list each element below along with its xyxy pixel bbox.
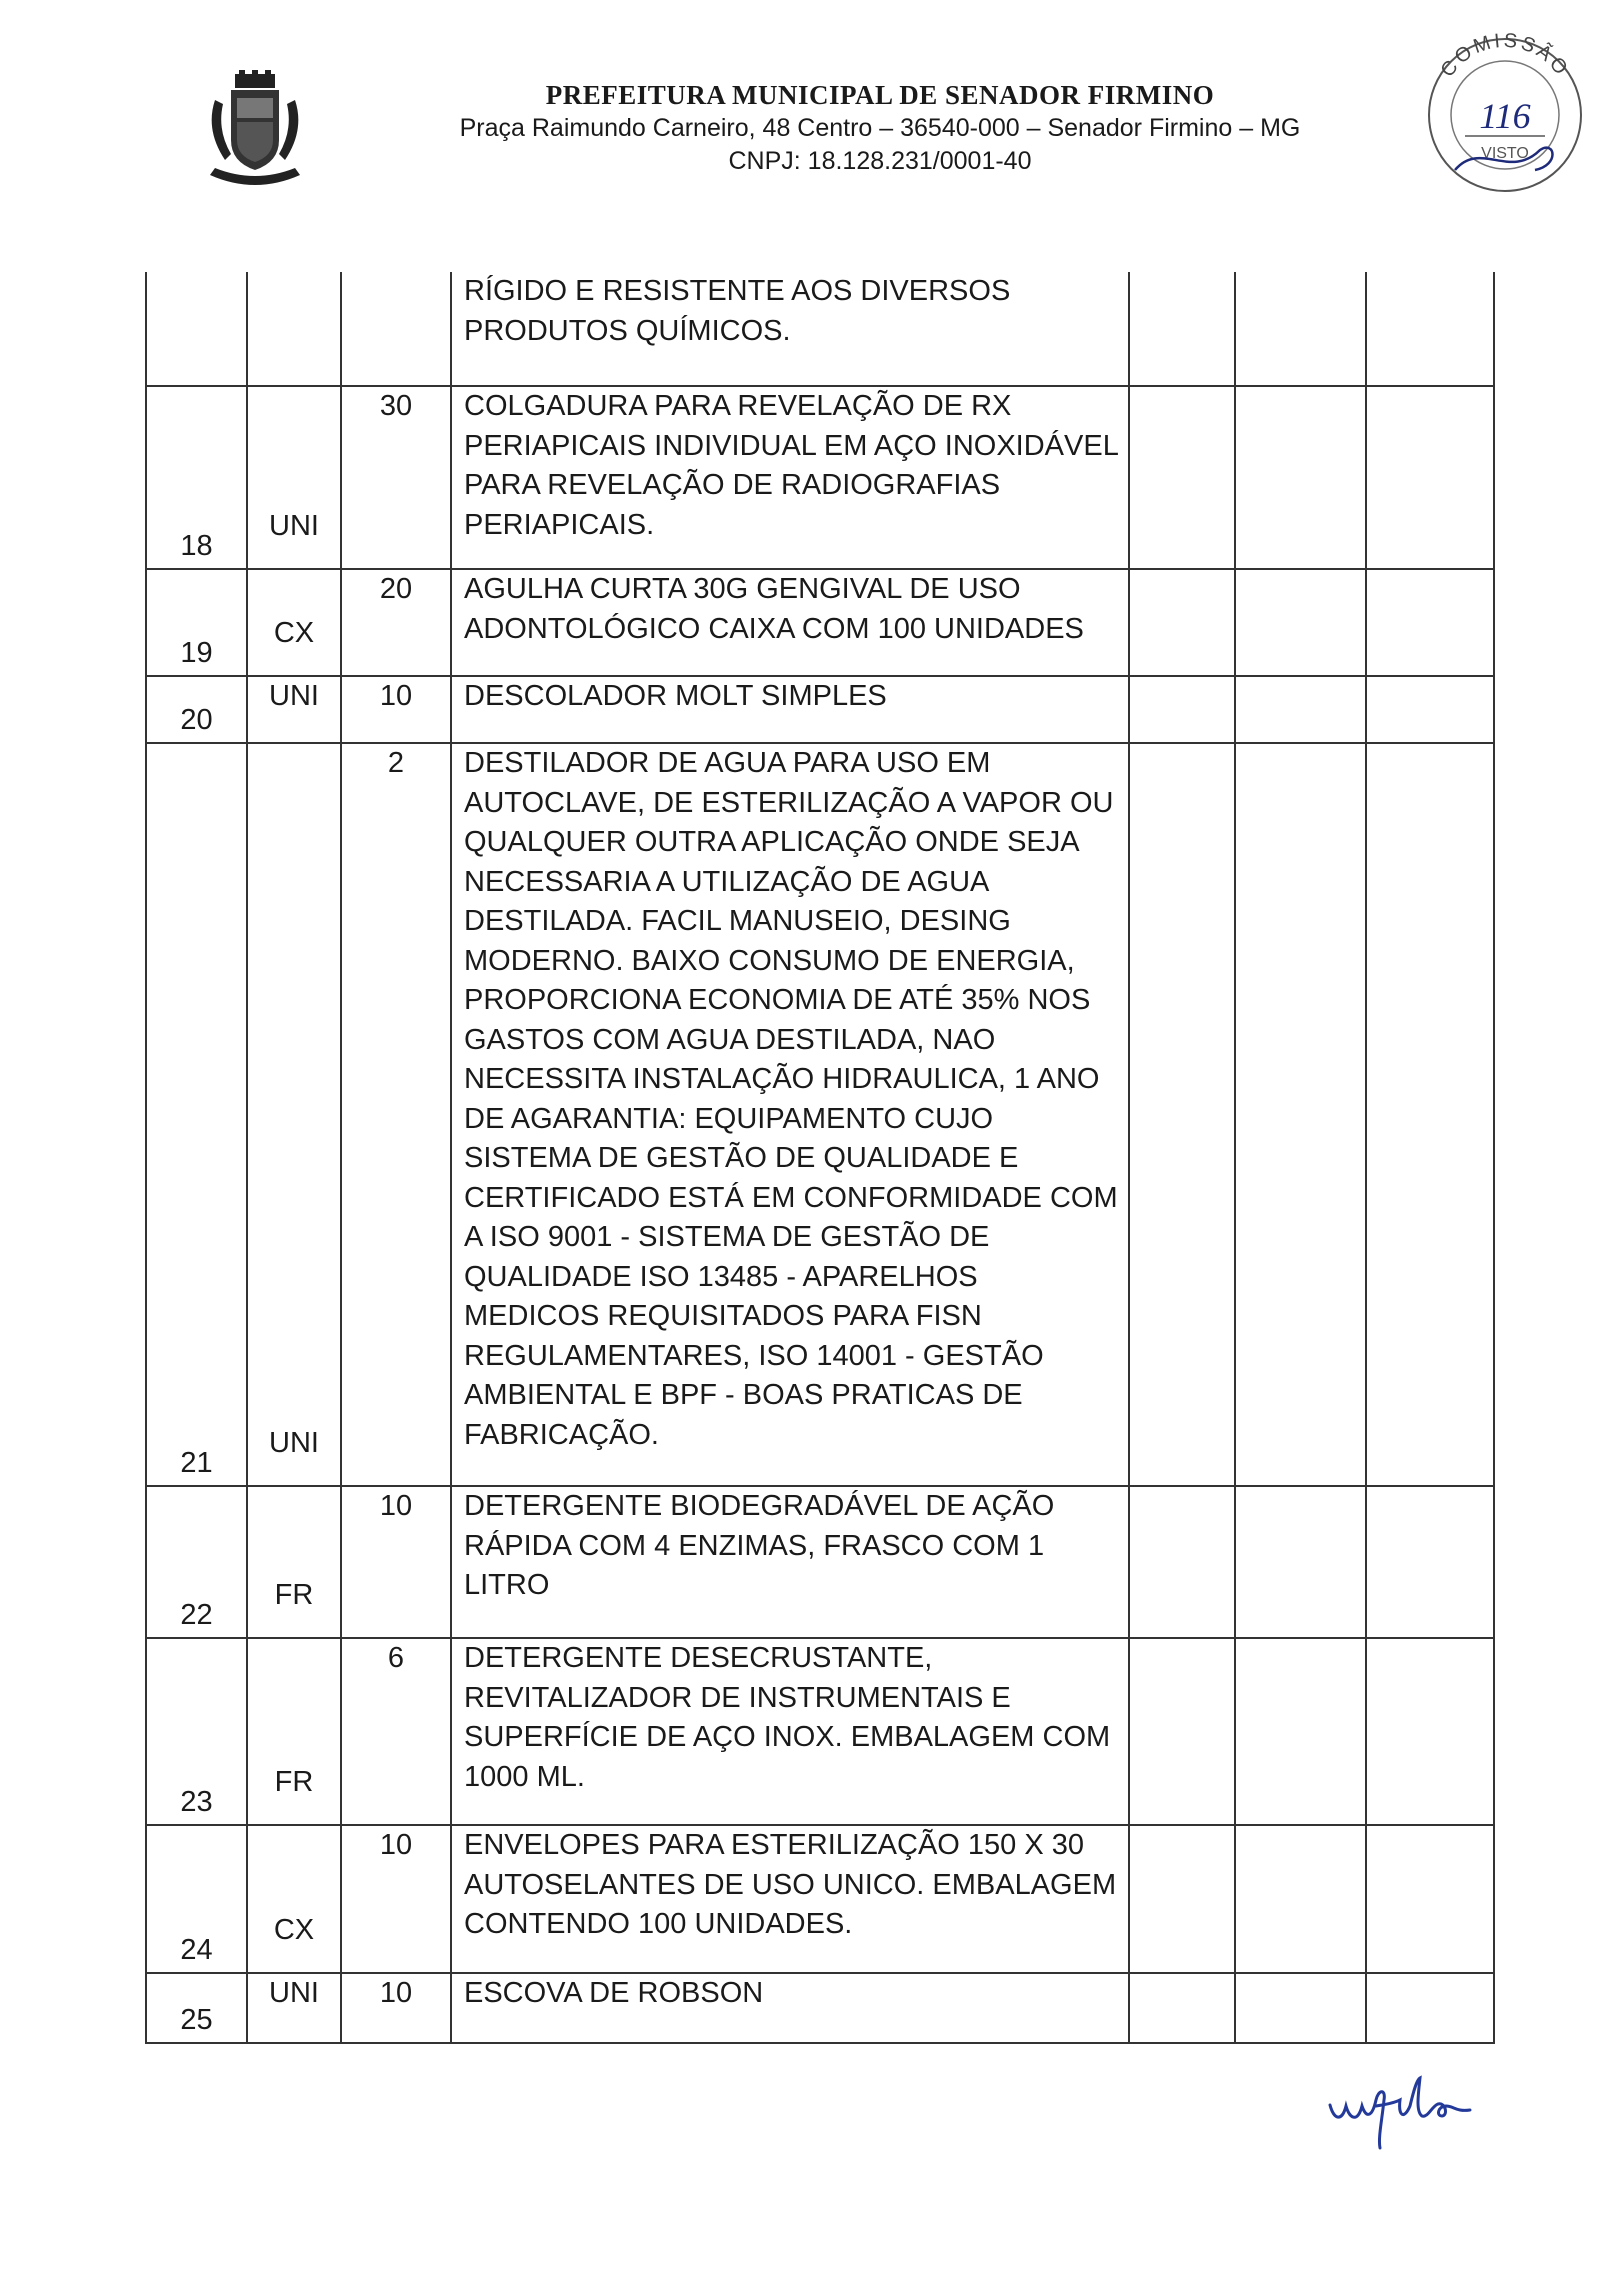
empty-cell: [1235, 676, 1366, 743]
table-row: [146, 1825, 1494, 1973]
item-number-cell: 25: [146, 1973, 247, 2043]
stamp-bottom-text: VISTO: [1481, 145, 1529, 162]
empty-cell: [1235, 386, 1366, 569]
description-cell: DETERGENTE DESECRUSTANTE, REVITALIZADOR DE INSTRUMENTAIS E SUPERFÍCIE DE AÇO INOX. EMBALAGEM COM 1000 ML.: [451, 1638, 1129, 1825]
description-cell: RÍGIDO E RESISTENTE AOS DIVERSOS PRODUTOS QUÍMICOS.: [451, 272, 1129, 386]
table-row: [146, 272, 1494, 386]
table-row: [146, 1973, 1494, 2043]
quantity-cell: 30: [341, 386, 451, 569]
description-cell: DESTILADOR DE AGUA PARA USO EM AUTOCLAVE, DE ESTERILIZAÇÃO A VAPOR OU QUALQUER OUTRA APLICAÇÃO ONDE SEJA NECESSARIA A UTILIZAÇÃO DE AGUA DESTILADA. FACIL MANUSEIO, DESING MODERNO. BAIXO CONSUMO DE ENERGIA, PROPORCIONA ECONOMIA DE ATÉ 35% NOS GASTOS COM AGUA DESTILADA, NAO NECESSITA INSTALAÇÃO HIDRAULICA, 1 ANO DE AGARANTIA: EQUIPAMENTO CUJO SISTEMA DE GESTÃO DE QUALIDADE E CERTIFICADO ESTÁ EM CONFORMIDADE COM A ISO 9001 - SISTEMA DE GESTÃO DE QUALIDADE ISO 13485 - APARELHOS MEDICOS REQUISITADOS PARA FISN REGULAMENTARES, ISO 14001 - GESTÃO AMBIENTAL E BPF - BOAS PRATICAS DE FABRICAÇÃO.: [451, 743, 1129, 1486]
quantity-cell: [341, 272, 451, 386]
stamp-number: 116: [1479, 96, 1531, 136]
empty-cell: [1366, 386, 1494, 569]
empty-cell: [1129, 676, 1235, 743]
description-cell: DETERGENTE BIODEGRADÁVEL DE AÇÃO RÁPIDA COM 4 ENZIMAS, FRASCO COM 1 LITRO: [451, 1486, 1129, 1638]
empty-cell: [1129, 1825, 1235, 1973]
empty-cell: [1129, 1486, 1235, 1638]
quantity-cell: 2: [341, 743, 451, 1486]
empty-cell: [1129, 1973, 1235, 2043]
commission-stamp: [1420, 20, 1590, 195]
quantity-cell: 10: [341, 1973, 451, 2043]
table-row: [146, 386, 1494, 569]
address-line: Praça Raimundo Carneiro, 48 Centro – 36540-000 – Senador Firmino – MG: [459, 114, 1301, 142]
description-cell: COLGADURA PARA REVELAÇÃO DE RX PERIAPICAIS INDIVIDUAL EM AÇO INOXIDÁVEL PARA REVELAÇÃO DE RADIOGRAFIAS PERIAPICAIS.: [451, 386, 1129, 569]
item-number-cell: 22: [146, 1486, 247, 1638]
empty-cell: [1235, 1825, 1366, 1973]
handwritten-signature: [1320, 2060, 1520, 2150]
description-cell: ENVELOPES PARA ESTERILIZAÇÃO 150 X 30 AUTOSELANTES DE USO UNICO. EMBALAGEM CONTENDO 100 UNIDADES.: [451, 1825, 1129, 1973]
unit-cell: CX: [247, 569, 341, 676]
quantity-cell: 20: [341, 569, 451, 676]
unit-cell: UNI: [247, 1973, 341, 2043]
unit-cell: UNI: [247, 386, 341, 569]
empty-cell: [1129, 743, 1235, 1486]
empty-cell: [1366, 1486, 1494, 1638]
unit-cell: CX: [247, 1825, 341, 1973]
empty-cell: [1235, 743, 1366, 1486]
svg-text:COMISSÃO: [1436, 30, 1573, 82]
empty-cell: [1366, 1638, 1494, 1825]
quantity-cell: 6: [341, 1638, 451, 1825]
empty-cell: [1366, 1825, 1494, 1973]
item-number-cell: [146, 272, 247, 386]
item-number-cell: 24: [146, 1825, 247, 1973]
unit-cell: FR: [247, 1486, 341, 1638]
empty-cell: [1235, 272, 1366, 386]
empty-cell: [1366, 272, 1494, 386]
description-cell: AGULHA CURTA 30G GENGIVAL DE USO ADONTOLÓGICO CAIXA COM 100 UNIDADES: [451, 569, 1129, 676]
quantity-cell: 10: [341, 1825, 451, 1973]
municipality-title: PREFEITURA MUNICIPAL DE SENADOR FIRMINO: [545, 80, 1215, 110]
cnpj-line: CNPJ: 18.128.231/0001-40: [728, 147, 1032, 175]
item-number-cell: 23: [146, 1638, 247, 1825]
item-number-cell: 19: [146, 569, 247, 676]
empty-cell: [1235, 569, 1366, 676]
coat-of-arms-icon: [205, 70, 305, 195]
empty-cell: [1129, 569, 1235, 676]
table-row: [146, 1638, 1494, 1825]
table-row: [146, 743, 1494, 1486]
letterhead: [0, 0, 1600, 240]
unit-cell: FR: [247, 1638, 341, 1825]
empty-cell: [1235, 1638, 1366, 1825]
empty-cell: [1129, 272, 1235, 386]
empty-cell: [1366, 569, 1494, 676]
empty-cell: [1129, 386, 1235, 569]
item-number-cell: 18: [146, 386, 247, 569]
table-row: [146, 676, 1494, 743]
description-cell: ESCOVA DE ROBSON: [451, 1973, 1129, 2043]
empty-cell: [1235, 1973, 1366, 2043]
quantity-cell: 10: [341, 676, 451, 743]
unit-cell: [247, 272, 341, 386]
items-table: [145, 272, 1495, 2044]
empty-cell: [1366, 676, 1494, 743]
empty-cell: [1366, 743, 1494, 1486]
empty-cell: [1129, 1638, 1235, 1825]
table-row: [146, 569, 1494, 676]
unit-cell: UNI: [247, 676, 341, 743]
empty-cell: [1366, 1973, 1494, 2043]
stamp-top-text: COMISSÃO: [1436, 29, 1574, 82]
unit-cell: UNI: [247, 743, 341, 1486]
item-number-cell: 20: [146, 676, 247, 743]
table-row: [146, 1486, 1494, 1638]
description-cell: DESCOLADOR MOLT SIMPLES: [451, 676, 1129, 743]
empty-cell: [1235, 1486, 1366, 1638]
quantity-cell: 10: [341, 1486, 451, 1638]
letterhead-text: [330, 78, 1430, 178]
item-number-cell: 21: [146, 743, 247, 1486]
